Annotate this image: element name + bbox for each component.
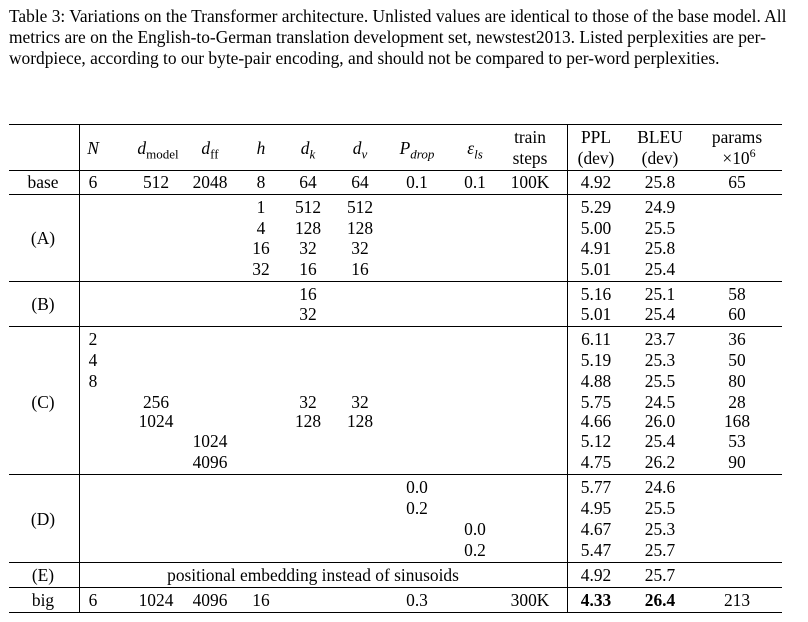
- cell: 512: [294, 197, 322, 217]
- header-params: params: [711, 127, 763, 147]
- cell: 6: [88, 172, 98, 192]
- cell: 6: [88, 590, 98, 610]
- cell: 32: [351, 392, 369, 412]
- row-label-base: base: [27, 172, 59, 192]
- cell: 25.4: [644, 304, 676, 324]
- header-els: $\varepsilon_{ls}$: [467, 138, 483, 162]
- cell: 4096: [192, 452, 228, 472]
- row-e-description: positional embedding instead of sinusoids: [167, 565, 459, 585]
- cell: 25.7: [644, 540, 676, 560]
- cell: 4.88: [580, 371, 612, 391]
- rule-d: [9, 562, 782, 563]
- cell: 8: [256, 172, 266, 192]
- cell: 0.3: [406, 590, 428, 610]
- cell: 60: [728, 304, 746, 324]
- cell: 25.5: [644, 218, 676, 238]
- row-label-a: (A): [30, 228, 56, 248]
- header-dk: $d_k$: [300, 138, 316, 162]
- header-ppl: PPL: [581, 127, 611, 147]
- row-label-d: (D): [30, 509, 56, 529]
- rule-bottom: [9, 612, 782, 613]
- header-steps: steps: [512, 148, 548, 168]
- cell: 25.8: [644, 238, 676, 258]
- rule-a: [9, 281, 782, 282]
- cell: 36: [728, 329, 746, 349]
- cell: 4.75: [580, 452, 612, 472]
- cell: 1024: [138, 590, 174, 610]
- cell: 0.2: [406, 498, 428, 518]
- cell: 2048: [192, 172, 228, 192]
- header-dff: $d_{ff}$: [201, 138, 219, 162]
- cell: 5.16: [580, 284, 612, 304]
- cell: 4.92: [580, 172, 612, 192]
- cell: 1024: [138, 411, 174, 431]
- rule-header: [9, 170, 782, 171]
- cell: 4: [88, 350, 98, 370]
- cell: 32: [299, 392, 317, 412]
- cell: 16: [252, 238, 270, 258]
- cell: 25.1: [644, 284, 676, 304]
- cell: 4.92: [580, 565, 612, 585]
- cell: 24.9: [644, 197, 676, 217]
- cell: 0.1: [406, 172, 428, 192]
- rule-vertical-left: [79, 124, 80, 613]
- cell: 80: [728, 371, 746, 391]
- cell: 25.4: [644, 431, 676, 451]
- rule-e: [9, 587, 782, 588]
- cell: 23.7: [644, 329, 676, 349]
- cell: 26.0: [644, 411, 676, 431]
- header-pdrop: $P_{drop}$: [399, 138, 435, 162]
- cell: 50: [728, 350, 746, 370]
- header-params-scale: $\times 10^6$: [722, 146, 756, 168]
- row-label-big: big: [31, 590, 55, 610]
- cell: 25.3: [644, 350, 676, 370]
- cell: 4: [256, 218, 266, 238]
- cell: 32: [299, 238, 317, 258]
- cell: 32: [351, 238, 369, 258]
- row-label-c: (C): [31, 392, 55, 412]
- header-bleu-dev: (dev): [641, 148, 679, 168]
- cell: 5.01: [580, 259, 612, 279]
- cell: 53: [728, 431, 746, 451]
- cell: 65: [728, 172, 746, 192]
- rule-c: [9, 474, 782, 475]
- cell: 0.0: [406, 477, 428, 497]
- row-label-e: (E): [31, 565, 55, 585]
- cell: 168: [723, 411, 751, 431]
- cell: 28: [728, 392, 746, 412]
- cell: 1024: [192, 431, 228, 451]
- cell: 5.19: [580, 350, 612, 370]
- cell: 512: [142, 172, 170, 192]
- cell: 64: [299, 172, 317, 192]
- row-label-b: (B): [31, 294, 55, 314]
- cell-best-bleu: 26.4: [644, 590, 676, 610]
- cell: 25.5: [644, 498, 676, 518]
- header-train: train: [514, 127, 546, 147]
- cell: 300K: [510, 590, 550, 610]
- cell: 4.66: [580, 411, 612, 431]
- cell: 256: [142, 392, 170, 412]
- cell: 5.00: [580, 218, 612, 238]
- header-n: N: [87, 138, 99, 158]
- header-dv: $d_v$: [352, 138, 368, 162]
- cell: 0.2: [464, 540, 486, 560]
- cell: 58: [728, 284, 746, 304]
- cell: 4096: [192, 590, 228, 610]
- cell: 90: [728, 452, 746, 472]
- cell: 128: [294, 218, 322, 238]
- header-dmodel: $d_{model}$: [137, 138, 179, 162]
- cell: 2: [88, 329, 98, 349]
- cell: 128: [346, 411, 374, 431]
- cell: 128: [294, 411, 322, 431]
- table-caption: Table 3: Variations on the Transformer architecture. Unlisted values are identical to those of the base model. All metrics are on the English-to-German translation development set, newstest2013. Listed perplexities are per-wordpiece, according to our byte-pair encoding, and should not be compared to per-word perplexities.: [9, 6, 787, 68]
- cell: 5.12: [580, 431, 612, 451]
- rule-b: [9, 326, 782, 327]
- cell: 16: [252, 590, 270, 610]
- cell: 5.77: [580, 477, 612, 497]
- cell: 25.8: [644, 172, 676, 192]
- cell: 16: [351, 259, 369, 279]
- cell: 16: [299, 259, 317, 279]
- cell: 512: [346, 197, 374, 217]
- cell: 0.0: [464, 519, 486, 539]
- cell: 128: [346, 218, 374, 238]
- cell: 0.1: [464, 172, 486, 192]
- header-bleu: BLEU: [637, 127, 683, 147]
- cell: 4.95: [580, 498, 612, 518]
- cell: 25.4: [644, 259, 676, 279]
- cell: 32: [299, 304, 317, 324]
- cell: 26.2: [644, 452, 676, 472]
- cell: 25.5: [644, 371, 676, 391]
- cell: 4.67: [580, 519, 612, 539]
- cell: 5.75: [580, 392, 612, 412]
- rule-top: [9, 124, 782, 125]
- cell: 5.47: [580, 540, 612, 560]
- cell: 25.3: [644, 519, 676, 539]
- cell: 6.11: [581, 329, 611, 349]
- cell: 5.29: [580, 197, 612, 217]
- cell: 4.91: [580, 238, 612, 258]
- cell-best-ppl: 4.33: [580, 590, 612, 610]
- rule-base: [9, 194, 782, 195]
- cell: 25.7: [644, 565, 676, 585]
- rule-vertical-right: [567, 124, 568, 613]
- cell: 5.01: [580, 304, 612, 324]
- cell: 1: [256, 197, 266, 217]
- cell: 213: [723, 590, 751, 610]
- cell: 24.5: [644, 392, 676, 412]
- header-ppl-dev: (dev): [577, 148, 615, 168]
- cell: 32: [252, 259, 270, 279]
- cell: 100K: [510, 172, 550, 192]
- cell: 16: [299, 284, 317, 304]
- cell: 24.6: [644, 477, 676, 497]
- cell: 8: [88, 371, 98, 391]
- cell: 64: [351, 172, 369, 192]
- header-h: h: [256, 138, 266, 158]
